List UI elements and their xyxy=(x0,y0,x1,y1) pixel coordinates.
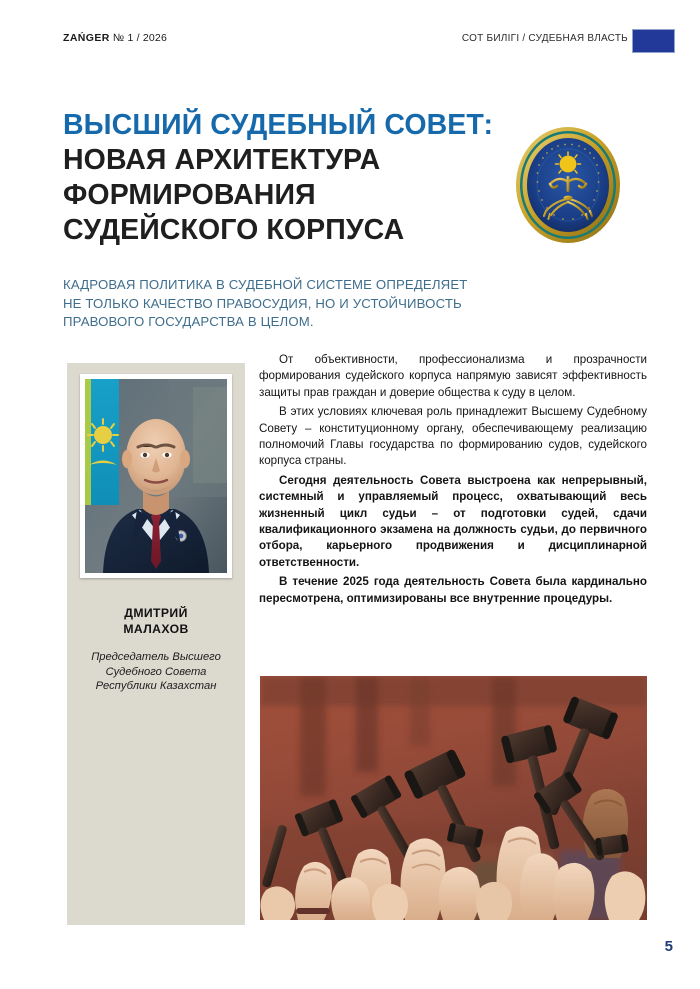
article-body xyxy=(259,352,647,608)
masthead-issue: № 1 / 2026 xyxy=(112,32,167,44)
section-label: СОТ БИЛІГІ / СУДЕБНАЯ ВЛАСТЬ xyxy=(461,33,628,44)
headline-line-3: ФОРМИРОВАНИЯ xyxy=(63,179,316,211)
caption-name-line-2: МАЛАХОВ xyxy=(123,621,189,636)
deck-line-2: НЕ ТОЛЬКО КАЧЕСТВО ПРАВОСУДИЯ, НО И УСТОЙЧИВОСТЬ xyxy=(63,295,462,311)
caption-role-line-2: Судебного Совета xyxy=(105,665,207,678)
headline-line-2: НОВАЯ АРХИТЕКТУРА xyxy=(63,144,381,176)
gavels-photo xyxy=(260,676,647,920)
portrait-photo xyxy=(85,379,227,573)
emblem-seal-icon xyxy=(513,124,623,246)
headline-line-1: ВЫСШИЙ СУДЕБНЫЙ СОВЕТ: xyxy=(63,109,494,141)
lead-paragraph xyxy=(63,276,533,332)
body-paragraph-2: В этих условиях ключевая роль принадлежит Высшему Судебному Совету – конституционному органу, обеспечивающему реализацию полномочий Главы государства по формированию судов, судейского корпуса страны. xyxy=(259,405,647,468)
portrait-frame xyxy=(80,374,232,578)
masthead xyxy=(63,32,167,44)
body-paragraph-4: В течение 2025 года деятельность Совета была кардинально пересмотрена, оптимизированы все внутренние процедуры. xyxy=(259,575,647,605)
caption-role-line-3: Республики Казахстан xyxy=(95,680,217,692)
header-accent-box xyxy=(632,29,675,53)
portrait-caption-role xyxy=(67,650,245,694)
deck-line-3: ПРАВОВОГО ГОСУДАРСТВА В ЦЕЛОМ. xyxy=(63,314,314,329)
page-number: 5 xyxy=(664,938,673,955)
portrait-caption-name xyxy=(67,606,245,637)
caption-name-line-1: ДМИТРИЙ xyxy=(124,606,188,620)
caption-role-line-1: Председатель Высшего xyxy=(91,651,221,663)
deck-line-1: КАДРОВАЯ ПОЛИТИКА В СУДЕБНОЙ СИСТЕМЕ ОПРЕДЕЛЯЕТ xyxy=(63,277,468,292)
headline-line-4: СУДЕЙСКОГО КОРПУСА xyxy=(63,214,405,246)
body-paragraph-1: От объективности, профессионализма и прозрачности формирования судейского корпуса напрямую зависят эффективность защиты прав граждан и доверие общества к суду в целом. xyxy=(259,353,647,399)
page-title xyxy=(63,108,493,248)
body-paragraph-3: Сегодня деятельность Совета выстроена как непрерывный, системный и управляемый процесс, охватывающий весь жизненный цикл судьи – от подготовки судей, сдачи квалификационного экзамена на должность судьи, до первичного отбора, карьерного продвижения и дисциплинарной ответственности. xyxy=(259,473,647,569)
running-header xyxy=(0,32,700,54)
masthead-title: ZAŃGER xyxy=(63,32,110,44)
